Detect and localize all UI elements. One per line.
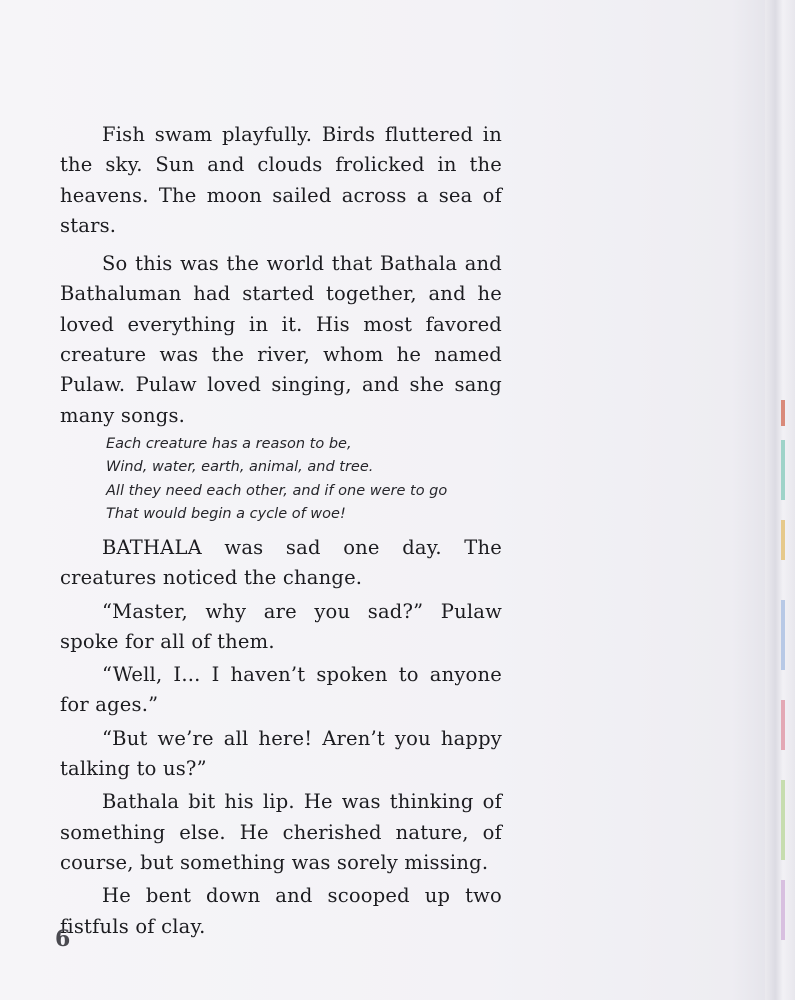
next-page-color-strip [781,880,785,940]
next-page-color-strip [781,520,785,560]
song-verse [106,433,502,527]
paragraph: Bathala bit his lip. He was thinking of something else. He cherished nature, of course, but something was sorely missing. [60,790,502,874]
next-page-color-strip [781,780,785,860]
paragraph: BATHALA was sad one day. The creatures noticed the change. [60,535,502,590]
verse-line: Each creature has a reason to be, [106,435,352,452]
page-edge-shadow [765,0,795,1000]
paragraph: He bent down and scooped up two fistfuls of clay. [60,884,502,938]
paragraph: Fish swam playfully. Birds fluttered in the sky. Sun and clouds frolicked in the heavens. The moon sailed across a sea of stars. [60,123,502,237]
page-number: 6 [55,926,71,952]
story-text [60,120,502,942]
paragraph: “Well, I... I haven’t spoken to anyone for ages.” [60,663,502,717]
paragraph: “Master, why are you sad?” Pulaw spoke for all of them. [60,599,502,653]
next-page-color-strip [781,440,785,500]
verse-line: Wind, water, earth, animal, and tree. [106,459,374,476]
verse-line: All they need each other, and if one were to go [106,482,448,499]
paragraph: So this was the world that Bathala and Bathaluman had started together, and he loved everything in it. His most favored creature was the river, whom he named Pulaw. Pulaw loved singing, and she sang many songs. [60,252,502,427]
paragraph: “But we’re all here! Aren’t you happy talking to us?” [60,726,502,781]
next-page-color-strip [781,400,785,426]
next-page-color-strip [781,700,785,750]
next-page-color-strip [781,600,785,670]
verse-line: That would begin a cycle of woe! [106,506,346,523]
